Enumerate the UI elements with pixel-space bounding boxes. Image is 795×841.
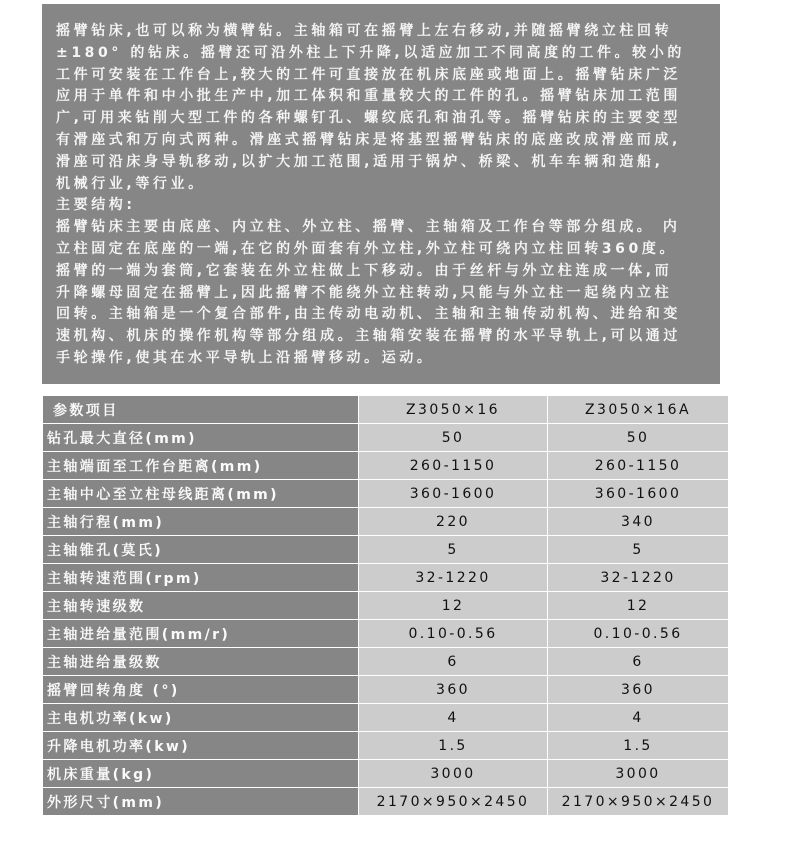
table-row xyxy=(43,732,729,760)
description-line: 机械行业,等行业。 xyxy=(56,175,206,192)
row-value-model-1: 0.10-0.56 xyxy=(359,620,548,648)
description-line: 摇臂钻床主要由底座、内立柱、外立柱、摇臂、主轴箱及工作台等部分组成。 内 xyxy=(56,219,681,236)
row-value-model-2: 360-1600 xyxy=(548,480,729,508)
header-model-1: Z3050×16 xyxy=(359,396,548,424)
row-value-model-1: 220 xyxy=(359,508,548,536)
row-label: 主轴转速范围(rpm) xyxy=(43,564,359,592)
row-value-model-1: 1.5 xyxy=(359,732,548,760)
row-value-model-2: 1.5 xyxy=(548,732,729,760)
row-value-model-2: 4 xyxy=(548,704,729,732)
row-label: 机床重量(kg) xyxy=(43,760,359,788)
table-row xyxy=(43,536,729,564)
row-value-model-1: 32-1220 xyxy=(359,564,548,592)
row-label: 摇臂回转角度 (°) xyxy=(43,676,359,704)
row-value-model-1: 5 xyxy=(359,536,548,564)
table-row xyxy=(43,480,729,508)
row-label: 主电机功率(kw) xyxy=(43,704,359,732)
header-parameter: 参数项目 xyxy=(43,396,359,424)
row-value-model-2: 260-1150 xyxy=(548,452,729,480)
row-value-model-2: 12 xyxy=(548,592,729,620)
description-line: 升降螺母固定在摇臂上,因此摇臂不能绕外立柱转动,只能与外立柱一起绕内立柱 xyxy=(56,284,673,301)
row-value-model-1: 2170×950×2450 xyxy=(359,788,548,816)
description-line: 广,可用来钻削大型工件的各种螺钉孔、螺纹底孔和油孔等。摇臂钻床的主要变型 xyxy=(56,110,681,127)
table-header-row xyxy=(43,396,729,424)
description-line: 回转。主轴箱是一个复合部件,由主传动电动机、主轴和主轴传动机构、进给和变 xyxy=(56,306,681,323)
description-line: 滑座可沿床身导轨移动,以扩大加工范围,适用于锅炉、桥梁、机车车辆和造船, xyxy=(56,153,664,170)
row-value-model-2: 2170×950×2450 xyxy=(548,788,729,816)
table-row xyxy=(43,592,729,620)
row-value-model-1: 4 xyxy=(359,704,548,732)
row-label: 外形尺寸(mm) xyxy=(43,788,359,816)
row-value-model-1: 260-1150 xyxy=(359,452,548,480)
description-line: 摇臂钻床,也可以称为横臂钻。主轴箱可在摇臂上左右移动,并随摇臂绕立柱回转 xyxy=(56,23,673,39)
row-value-model-1: 12 xyxy=(359,592,548,620)
description-line: 工件可安装在工作台上,较大的工件可直接放在机床底座或地面上。摇臂钻床广泛 xyxy=(56,66,681,83)
table-row xyxy=(43,788,729,816)
section-heading-main-structure: 主要结构: xyxy=(56,197,136,214)
description-line: 立柱固定在底座的一端,在它的外面套有外立柱,外立柱可绕内立柱回转360度。 xyxy=(56,240,678,257)
row-label: 主轴进给量级数 xyxy=(43,648,359,676)
row-value-model-1: 50 xyxy=(359,424,548,452)
row-value-model-1: 3000 xyxy=(359,760,548,788)
row-value-model-1: 360-1600 xyxy=(359,480,548,508)
table-row xyxy=(43,620,729,648)
row-label: 升降电机功率(kw) xyxy=(43,732,359,760)
table-row xyxy=(43,704,729,732)
row-label: 钻孔最大直径(mm) xyxy=(43,424,359,452)
description-line: 有滑座式和万向式两种。滑座式摇臂钻床是将基型摇臂钻床的底座改成滑座而成, xyxy=(56,131,681,148)
row-value-model-2: 340 xyxy=(548,508,729,536)
row-value-model-2: 5 xyxy=(548,536,729,564)
table-row xyxy=(43,424,729,452)
row-label: 主轴端面至工作台距离(mm) xyxy=(43,452,359,480)
spec-table xyxy=(42,395,729,816)
row-value-model-1: 360 xyxy=(359,676,548,704)
row-label: 主轴中心至立柱母线距离(mm) xyxy=(43,480,359,508)
table-row xyxy=(43,648,729,676)
row-label: 主轴锥孔(莫氏) xyxy=(43,536,359,564)
row-value-model-2: 6 xyxy=(548,648,729,676)
row-value-model-2: 3000 xyxy=(548,760,729,788)
description-line: 摇臂的一端为套筒,它套装在外立柱做上下移动。由于丝杆与外立柱连成一体,而 xyxy=(56,262,673,279)
table-row xyxy=(43,676,729,704)
description-panel xyxy=(42,4,720,384)
description-line: 手轮操作,使其在水平导轨上沿摇臂移动。运动。 xyxy=(56,349,435,366)
row-label: 主轴行程(mm) xyxy=(43,508,359,536)
row-value-model-2: 0.10-0.56 xyxy=(548,620,729,648)
table-row xyxy=(43,452,729,480)
description-line: 应用于单件和中小批生产中,加工体积和重量较大的工件的孔。摇臂钻床加工范围 xyxy=(56,88,681,105)
row-value-model-2: 360 xyxy=(548,676,729,704)
row-value-model-1: 6 xyxy=(359,648,548,676)
table-row xyxy=(43,760,729,788)
description-line: ±180° 的钻床。摇臂还可沿外柱上下升降,以适应加工不同高度的工件。较小的 xyxy=(56,44,685,61)
table-row xyxy=(43,564,729,592)
row-value-model-2: 50 xyxy=(548,424,729,452)
row-label: 主轴转速级数 xyxy=(43,592,359,620)
table-row xyxy=(43,508,729,536)
description-line: 速机构、机床的操作机构等部分组成。主轴箱安装在摇臂的水平导轨上,可以通过 xyxy=(56,328,681,345)
row-label: 主轴进给量范围(mm/r) xyxy=(43,620,359,648)
row-value-model-2: 32-1220 xyxy=(548,564,729,592)
header-model-2: Z3050×16A xyxy=(548,396,729,424)
